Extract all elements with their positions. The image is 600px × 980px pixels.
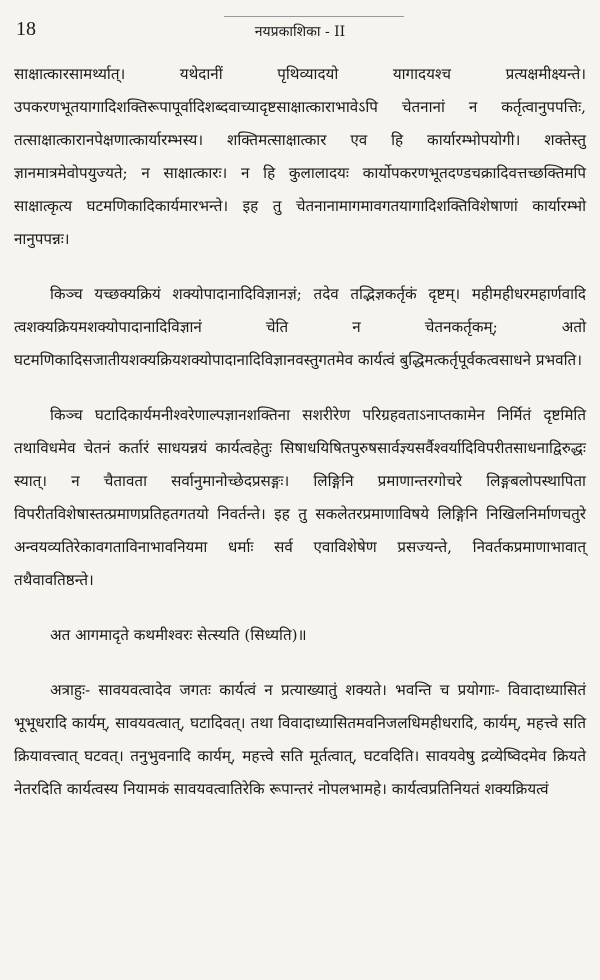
running-title: नयप्रकाशिका - II xyxy=(254,24,346,40)
page-number: 18 xyxy=(16,18,36,40)
paragraph-5: अत्राहुः- सावयवत्वादेव जगतः कार्यत्वं न प्रत्याख्यातुं शक्यते। भवन्ति च प्रयोगाः- विवादाध्यासितं भूभूधरादि कार्यम्, सावयवत्वात्, घटादिवत्। तथा विवादाध्यासितमवनिजलधिमहीधरादि, कार्यम्, महत्त्वे सति क्रियावत्त्वात् घटवत्। तनुभुवनादि कार्यम्, महत्त्वे सति मूर्तत्वात्, घटवदिति। सावयवेषु द्रव्येष्विदमेव क्रियते नेतरदिति कार्यत्वस्य नियामकं सावयवत्वातिरेकि रूपान्तरं नोपलभामहे। कार्यत्वप्रतिनियतं शक्यक्रियत्वं xyxy=(14,681,586,798)
paragraph-gap xyxy=(14,597,586,619)
header-rule xyxy=(224,16,404,17)
paragraph-4: अत आगमादृते कथमीश्वरः सेत्स्यति (सिध्यति)॥ xyxy=(50,626,307,644)
paragraph-gap xyxy=(14,256,586,278)
page-body xyxy=(14,58,586,806)
paragraph-3: किञ्च घटादिकार्यमनीश्वरेणाल्पज्ञानशक्तिना सशरीरेण परिग्रहवताऽनाप्तकामेन निर्मितं दृष्टमिति तथाविधमेव चेतनं कर्तारं साधयन्नयं कार्यत्वहेतुः सिषाधयिषितपुरुषसार्वज्ञ्यसर्वैश्वर्यादिविपरीतसाधनाद्विरुद्धः स्यात्। न चैतावता सर्वानुमानोच्छेदप्रसङ्गः। लिङ्गिनि प्रमाणान्तरगोचरे लिङ्गबलोपस्थापिता विपरीतविशेषास्तत्प्रमाणप्रतिहतगतयो निवर्तन्ते। इह तु सकलेतरप्रमाणाविषये लिङ्गिनि निखिलनिर्माणचतुरे अन्वयव्यतिरेकावगताविनाभावनियमा धर्माः सर्व एवाविशेषेण प्रसज्यन्ते, निवर्तकप्रमाणाभावात् तथैवावतिष्ठन्ते। xyxy=(14,406,586,589)
page-header xyxy=(14,18,586,58)
paragraph-2: किञ्च यच्छक्यक्रियं शक्योपादानादिविज्ञानज्ञं; तदेव तद्भिज्ञकर्तृकं दृष्टम्। महीमहीधरमहार्णवादि त्वशक्यक्रियमशक्योपादानादिविज्ञानं चेति न चेतनकर्तृकम्; अतो घटमणिकादिसजातीयशक्यक्रियशक्योपादानादिविज्ञानवस्तुगतमेव कार्यत्वं बुद्धिमत्कर्तृपूर्वकत्वसाधने प्रभवति। xyxy=(14,285,586,369)
paragraph-1: साक्षात्कारसामर्थ्यात्। यथेदानीं पृथिव्यादयो यागादयश्च प्रत्यक्षमीक्ष्यन्ते। उपकरणभूतयागादिशक्तिरूपापूर्वादिशब्दवाच्यादृष्टसाक्षात्काराभावेऽपि चेतनानां न कर्तृत्वानुपपत्तिः, तत्साक्षात्कारानपेक्षणात्कार्यारम्भस्य। शक्तिमत्साक्षात्कार एव हि कार्यारम्भोपयोगी। शक्तेस्तु ज्ञानमात्रमेवोपयुज्यते; न साक्षात्कारः। न हि कुलालादयः कार्योपकरणभूतदण्डचक्रादिवत्तच्छक्तिमपि साक्षात्कृत्य घटमणिकादिकार्यमारभन्ते। इह तु चेतनानामागमावगतयागादिशक्तिविशेषाणां कार्यारम्भो नानुपपन्नः। xyxy=(14,65,586,248)
paragraph-gap xyxy=(14,377,586,399)
paragraph-gap xyxy=(14,652,586,674)
